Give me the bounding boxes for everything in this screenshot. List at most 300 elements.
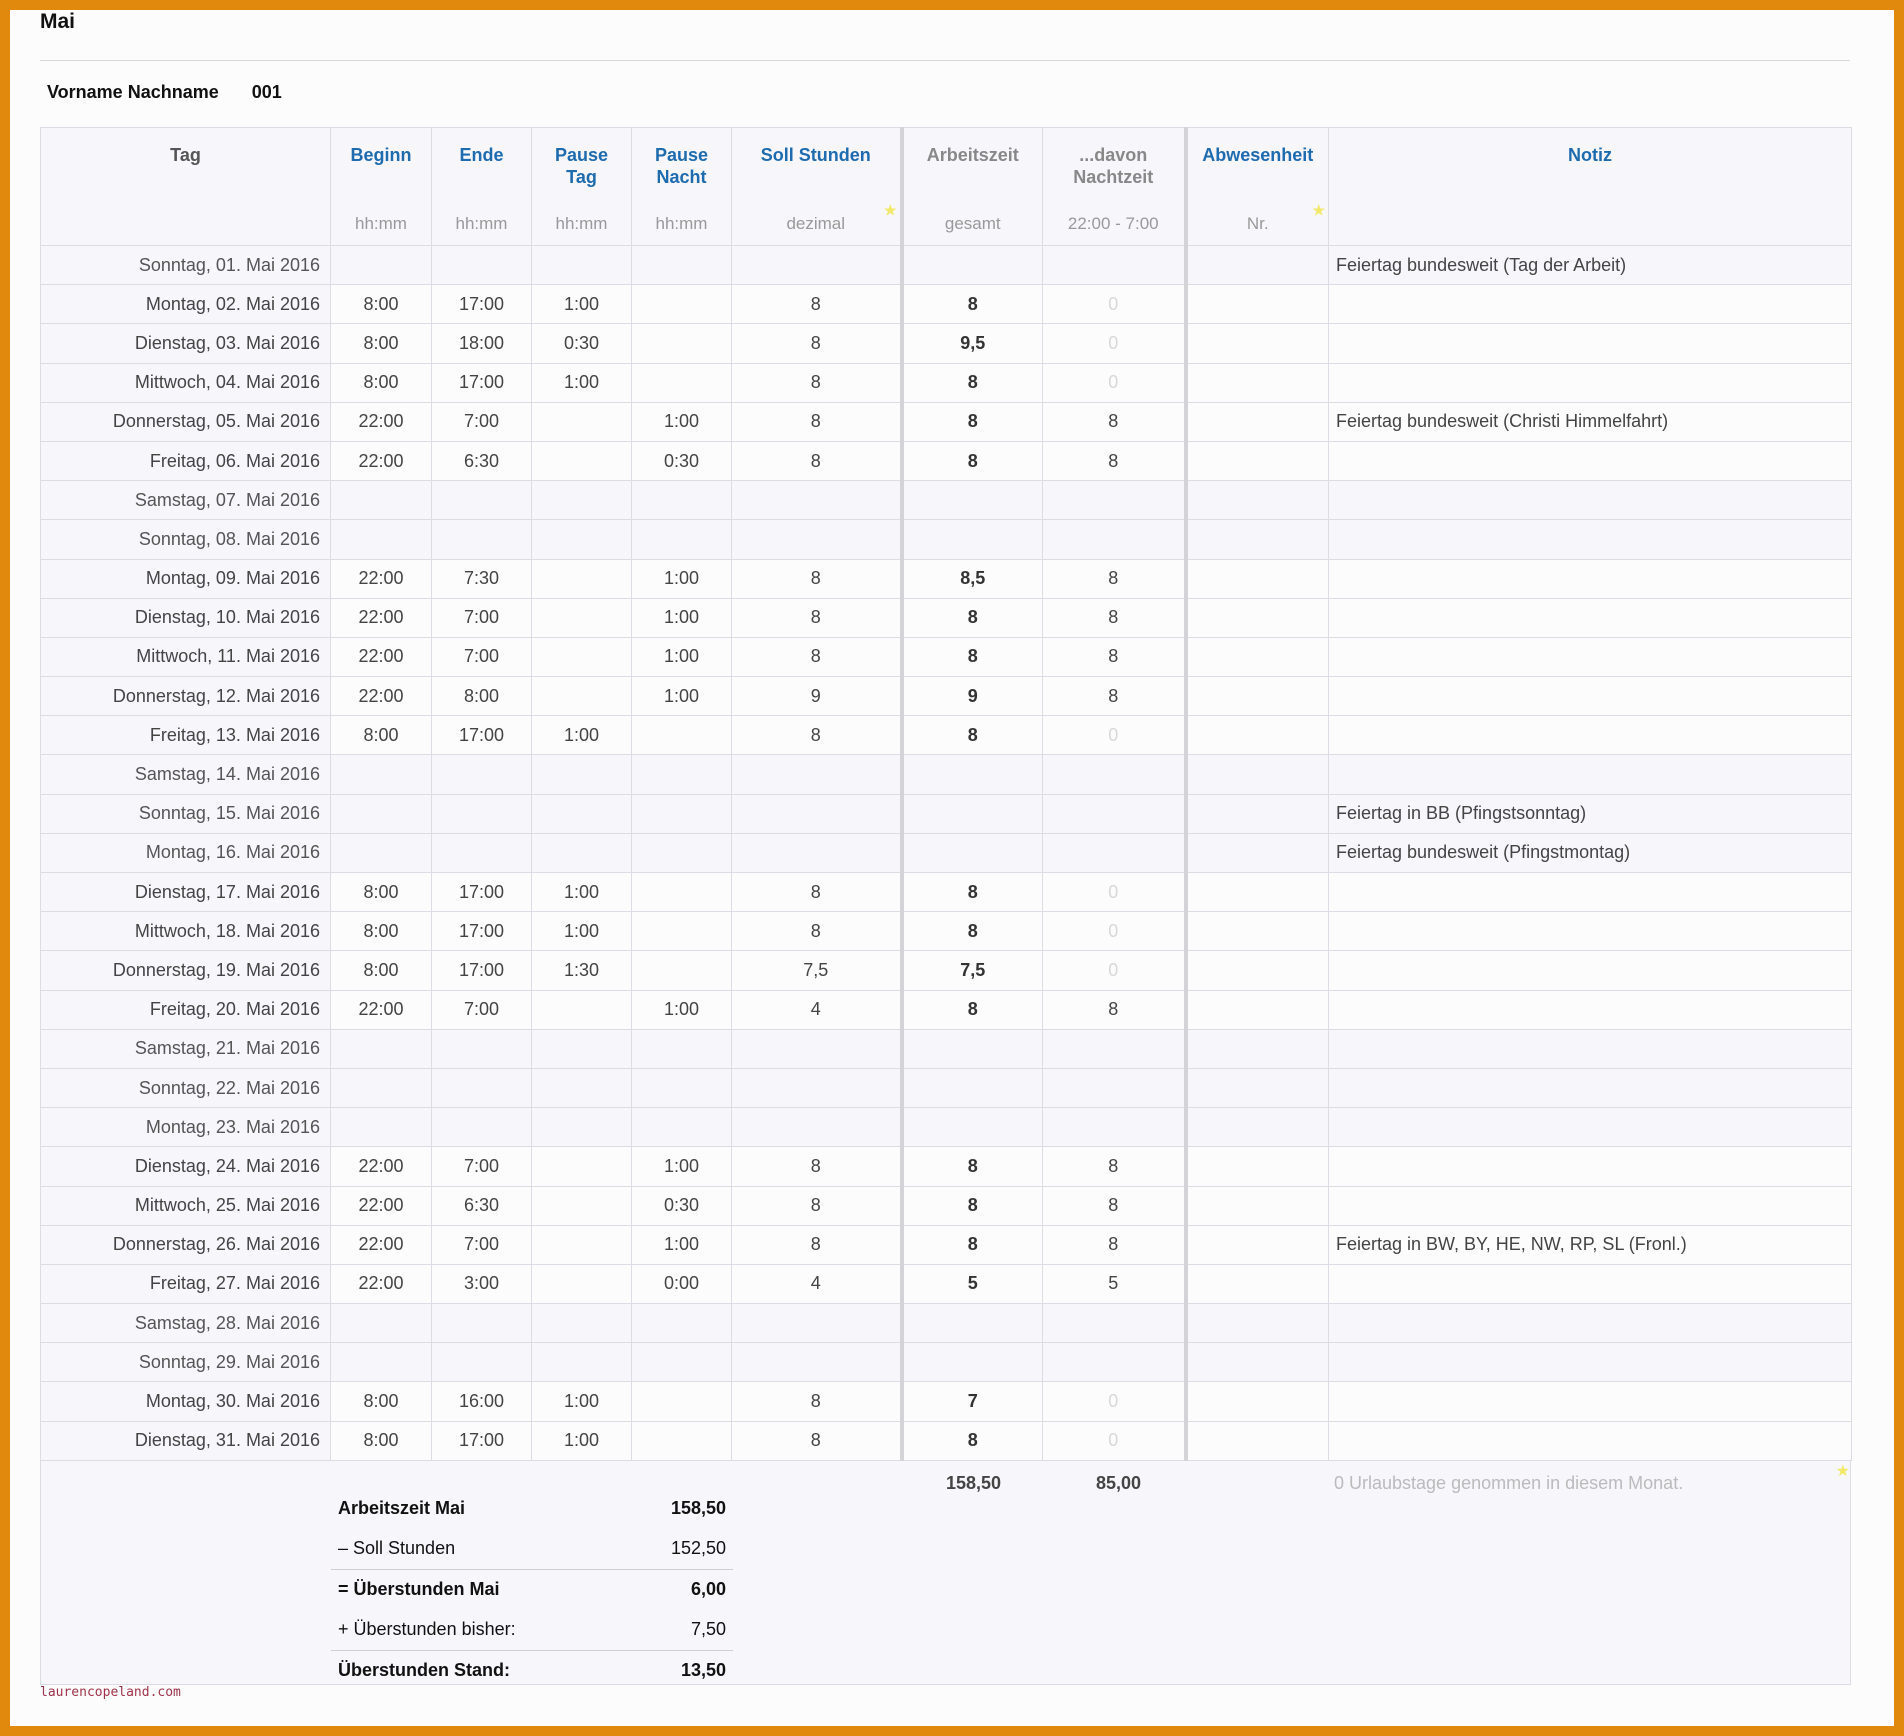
soll-cell[interactable] (732, 1029, 902, 1068)
pause-day-cell[interactable] (532, 441, 632, 480)
begin-cell[interactable] (331, 481, 432, 520)
arbeitszeit-cell[interactable]: 8 (902, 1225, 1043, 1264)
soll-cell[interactable]: 8 (732, 873, 902, 912)
soll-cell[interactable] (732, 833, 902, 872)
arbeitszeit-cell[interactable]: 8 (902, 873, 1043, 912)
note-cell[interactable] (1329, 559, 1852, 598)
begin-cell[interactable]: 22:00 (331, 559, 432, 598)
day-cell[interactable]: Montag, 09. Mai 2016 (41, 559, 331, 598)
pause-night-cell[interactable]: 0:30 (632, 1186, 732, 1225)
pause-day-cell[interactable] (532, 246, 632, 285)
abwesenheit-cell[interactable] (1186, 1068, 1329, 1107)
abwesenheit-cell[interactable] (1186, 246, 1329, 285)
soll-cell[interactable]: 8 (732, 363, 902, 402)
note-cell[interactable] (1329, 637, 1852, 676)
day-cell[interactable]: Montag, 30. Mai 2016 (41, 1382, 331, 1421)
note-cell[interactable] (1329, 1147, 1852, 1186)
pause-night-cell[interactable] (632, 1108, 732, 1147)
pause-day-cell[interactable] (532, 1304, 632, 1343)
pause-night-cell[interactable] (632, 912, 732, 951)
day-cell[interactable]: Sonntag, 29. Mai 2016 (41, 1343, 331, 1382)
pause-night-cell[interactable] (632, 1029, 732, 1068)
nachtzeit-cell[interactable]: 8 (1043, 990, 1186, 1029)
begin-cell[interactable] (331, 755, 432, 794)
end-cell[interactable] (432, 755, 532, 794)
begin-cell[interactable] (331, 1068, 432, 1107)
day-cell[interactable]: Freitag, 06. Mai 2016 (41, 441, 331, 480)
end-cell[interactable]: 6:30 (432, 1186, 532, 1225)
nachtzeit-cell[interactable] (1043, 755, 1186, 794)
note-cell[interactable] (1329, 873, 1852, 912)
end-cell[interactable]: 6:30 (432, 441, 532, 480)
note-cell[interactable]: Feiertag bundesweit (Tag der Arbeit) (1329, 246, 1852, 285)
begin-cell[interactable]: 22:00 (331, 598, 432, 637)
pause-day-cell[interactable] (532, 990, 632, 1029)
soll-cell[interactable] (732, 481, 902, 520)
abwesenheit-cell[interactable] (1186, 912, 1329, 951)
pause-day-cell[interactable] (532, 1108, 632, 1147)
day-cell[interactable]: Sonntag, 08. Mai 2016 (41, 520, 331, 559)
pause-night-cell[interactable] (632, 520, 732, 559)
soll-cell[interactable]: 8 (732, 1186, 902, 1225)
arbeitszeit-cell[interactable]: 8 (902, 716, 1043, 755)
pause-night-cell[interactable] (632, 481, 732, 520)
pause-day-cell[interactable]: 1:00 (532, 912, 632, 951)
abwesenheit-cell[interactable] (1186, 794, 1329, 833)
pause-day-cell[interactable] (532, 677, 632, 716)
nachtzeit-cell[interactable]: 5 (1043, 1264, 1186, 1303)
soll-cell[interactable] (732, 1068, 902, 1107)
end-cell[interactable] (432, 833, 532, 872)
arbeitszeit-cell[interactable] (902, 833, 1043, 872)
nachtzeit-cell[interactable] (1043, 794, 1186, 833)
end-cell[interactable]: 7:00 (432, 402, 532, 441)
pause-night-cell[interactable]: 0:00 (632, 1264, 732, 1303)
nachtzeit-cell[interactable]: 0 (1043, 716, 1186, 755)
abwesenheit-cell[interactable] (1186, 951, 1329, 990)
arbeitszeit-cell[interactable] (902, 1068, 1043, 1107)
nachtzeit-cell[interactable]: 8 (1043, 559, 1186, 598)
arbeitszeit-cell[interactable]: 8 (902, 1147, 1043, 1186)
day-cell[interactable]: Mittwoch, 04. Mai 2016 (41, 363, 331, 402)
abwesenheit-cell[interactable] (1186, 1264, 1329, 1303)
arbeitszeit-cell[interactable]: 8 (902, 1186, 1043, 1225)
soll-cell[interactable]: 8 (732, 1382, 902, 1421)
day-cell[interactable]: Sonntag, 01. Mai 2016 (41, 246, 331, 285)
nachtzeit-cell[interactable]: 8 (1043, 677, 1186, 716)
note-cell[interactable] (1329, 912, 1852, 951)
arbeitszeit-cell[interactable] (902, 1029, 1043, 1068)
soll-cell[interactable]: 8 (732, 637, 902, 676)
begin-cell[interactable] (331, 833, 432, 872)
end-cell[interactable] (432, 794, 532, 833)
nachtzeit-cell[interactable]: 0 (1043, 1382, 1186, 1421)
pause-day-cell[interactable] (532, 1029, 632, 1068)
nachtzeit-cell[interactable]: 8 (1043, 1186, 1186, 1225)
soll-cell[interactable]: 8 (732, 1147, 902, 1186)
abwesenheit-cell[interactable] (1186, 1421, 1329, 1460)
day-cell[interactable]: Dienstag, 10. Mai 2016 (41, 598, 331, 637)
soll-cell[interactable] (732, 755, 902, 794)
end-cell[interactable]: 17:00 (432, 912, 532, 951)
note-cell[interactable] (1329, 1382, 1852, 1421)
arbeitszeit-cell[interactable]: 8 (902, 598, 1043, 637)
soll-cell[interactable]: 8 (732, 285, 902, 324)
note-cell[interactable]: Feiertag in BW, BY, HE, NW, RP, SL (Fronl.) (1329, 1225, 1852, 1264)
nachtzeit-cell[interactable] (1043, 1108, 1186, 1147)
begin-cell[interactable]: 8:00 (331, 1382, 432, 1421)
note-cell[interactable] (1329, 285, 1852, 324)
arbeitszeit-cell[interactable]: 8 (902, 637, 1043, 676)
begin-cell[interactable]: 8:00 (331, 324, 432, 363)
arbeitszeit-cell[interactable]: 5 (902, 1264, 1043, 1303)
end-cell[interactable] (432, 1068, 532, 1107)
abwesenheit-cell[interactable] (1186, 520, 1329, 559)
pause-night-cell[interactable] (632, 1382, 732, 1421)
soll-cell[interactable] (732, 1304, 902, 1343)
pause-day-cell[interactable]: 1:00 (532, 873, 632, 912)
nachtzeit-cell[interactable]: 8 (1043, 441, 1186, 480)
nachtzeit-cell[interactable] (1043, 1304, 1186, 1343)
soll-cell[interactable] (732, 520, 902, 559)
end-cell[interactable]: 7:00 (432, 598, 532, 637)
end-cell[interactable] (432, 481, 532, 520)
note-cell[interactable]: Feiertag in BB (Pfingstsonntag) (1329, 794, 1852, 833)
abwesenheit-cell[interactable] (1186, 637, 1329, 676)
nachtzeit-cell[interactable]: 0 (1043, 324, 1186, 363)
end-cell[interactable]: 7:00 (432, 637, 532, 676)
arbeitszeit-cell[interactable]: 8 (902, 990, 1043, 1029)
soll-cell[interactable]: 8 (732, 324, 902, 363)
pause-day-cell[interactable] (532, 1186, 632, 1225)
arbeitszeit-cell[interactable]: 9,5 (902, 324, 1043, 363)
soll-cell[interactable] (732, 1108, 902, 1147)
pause-night-cell[interactable]: 1:00 (632, 559, 732, 598)
day-cell[interactable]: Sonntag, 22. Mai 2016 (41, 1068, 331, 1107)
day-cell[interactable]: Montag, 23. Mai 2016 (41, 1108, 331, 1147)
day-cell[interactable]: Samstag, 14. Mai 2016 (41, 755, 331, 794)
begin-cell[interactable] (331, 1108, 432, 1147)
begin-cell[interactable]: 22:00 (331, 1147, 432, 1186)
pause-day-cell[interactable] (532, 1147, 632, 1186)
pause-night-cell[interactable] (632, 873, 732, 912)
arbeitszeit-cell[interactable]: 7 (902, 1382, 1043, 1421)
abwesenheit-cell[interactable] (1186, 1382, 1329, 1421)
abwesenheit-cell[interactable] (1186, 1304, 1329, 1343)
soll-cell[interactable] (732, 246, 902, 285)
abwesenheit-cell[interactable] (1186, 1108, 1329, 1147)
pause-night-cell[interactable]: 1:00 (632, 637, 732, 676)
note-cell[interactable] (1329, 1068, 1852, 1107)
end-cell[interactable]: 8:00 (432, 677, 532, 716)
nachtzeit-cell[interactable] (1043, 833, 1186, 872)
pause-day-cell[interactable]: 1:00 (532, 1382, 632, 1421)
pause-day-cell[interactable] (532, 637, 632, 676)
abwesenheit-cell[interactable] (1186, 873, 1329, 912)
begin-cell[interactable]: 8:00 (331, 1421, 432, 1460)
pause-night-cell[interactable]: 1:00 (632, 1225, 732, 1264)
pause-night-cell[interactable] (632, 285, 732, 324)
abwesenheit-cell[interactable] (1186, 598, 1329, 637)
abwesenheit-cell[interactable] (1186, 833, 1329, 872)
arbeitszeit-cell[interactable]: 8 (902, 441, 1043, 480)
end-cell[interactable] (432, 246, 532, 285)
begin-cell[interactable]: 8:00 (331, 285, 432, 324)
begin-cell[interactable]: 22:00 (331, 637, 432, 676)
nachtzeit-cell[interactable]: 8 (1043, 637, 1186, 676)
pause-night-cell[interactable] (632, 1343, 732, 1382)
begin-cell[interactable]: 8:00 (331, 716, 432, 755)
pause-day-cell[interactable] (532, 402, 632, 441)
end-cell[interactable]: 17:00 (432, 1421, 532, 1460)
pause-day-cell[interactable] (532, 1068, 632, 1107)
nachtzeit-cell[interactable]: 0 (1043, 912, 1186, 951)
soll-cell[interactable]: 8 (732, 402, 902, 441)
soll-cell[interactable]: 8 (732, 441, 902, 480)
pause-day-cell[interactable] (532, 1225, 632, 1264)
day-cell[interactable]: Samstag, 21. Mai 2016 (41, 1029, 331, 1068)
arbeitszeit-cell[interactable]: 8,5 (902, 559, 1043, 598)
begin-cell[interactable]: 22:00 (331, 441, 432, 480)
arbeitszeit-cell[interactable] (902, 246, 1043, 285)
day-cell[interactable]: Freitag, 13. Mai 2016 (41, 716, 331, 755)
note-cell[interactable] (1329, 324, 1852, 363)
abwesenheit-cell[interactable] (1186, 1343, 1329, 1382)
end-cell[interactable]: 7:00 (432, 990, 532, 1029)
begin-cell[interactable]: 22:00 (331, 1186, 432, 1225)
abwesenheit-cell[interactable] (1186, 1147, 1329, 1186)
soll-cell[interactable]: 8 (732, 559, 902, 598)
soll-cell[interactable]: 8 (732, 1421, 902, 1460)
nachtzeit-cell[interactable] (1043, 1068, 1186, 1107)
nachtzeit-cell[interactable] (1043, 481, 1186, 520)
note-cell[interactable] (1329, 755, 1852, 794)
soll-cell[interactable]: 4 (732, 990, 902, 1029)
pause-night-cell[interactable]: 1:00 (632, 402, 732, 441)
pause-night-cell[interactable] (632, 1421, 732, 1460)
arbeitszeit-cell[interactable] (902, 481, 1043, 520)
pause-night-cell[interactable] (632, 1068, 732, 1107)
pause-day-cell[interactable] (532, 794, 632, 833)
note-cell[interactable] (1329, 1304, 1852, 1343)
end-cell[interactable] (432, 1029, 532, 1068)
nachtzeit-cell[interactable] (1043, 1343, 1186, 1382)
soll-cell[interactable] (732, 1343, 902, 1382)
arbeitszeit-cell[interactable]: 8 (902, 285, 1043, 324)
pause-day-cell[interactable] (532, 755, 632, 794)
pause-night-cell[interactable]: 1:00 (632, 1147, 732, 1186)
abwesenheit-cell[interactable] (1186, 1225, 1329, 1264)
arbeitszeit-cell[interactable]: 8 (902, 363, 1043, 402)
abwesenheit-cell[interactable] (1186, 1186, 1329, 1225)
begin-cell[interactable] (331, 1343, 432, 1382)
pause-day-cell[interactable] (532, 1343, 632, 1382)
begin-cell[interactable] (331, 520, 432, 559)
pause-day-cell[interactable]: 1:00 (532, 1421, 632, 1460)
nachtzeit-cell[interactable]: 8 (1043, 1147, 1186, 1186)
pause-day-cell[interactable] (532, 520, 632, 559)
note-cell[interactable] (1329, 1343, 1852, 1382)
begin-cell[interactable] (331, 794, 432, 833)
end-cell[interactable]: 7:30 (432, 559, 532, 598)
soll-cell[interactable]: 8 (732, 598, 902, 637)
end-cell[interactable] (432, 1108, 532, 1147)
pause-night-cell[interactable] (632, 755, 732, 794)
day-cell[interactable]: Donnerstag, 26. Mai 2016 (41, 1225, 331, 1264)
end-cell[interactable]: 7:00 (432, 1147, 532, 1186)
begin-cell[interactable]: 22:00 (331, 1264, 432, 1303)
arbeitszeit-cell[interactable]: 7,5 (902, 951, 1043, 990)
abwesenheit-cell[interactable] (1186, 481, 1329, 520)
day-cell[interactable]: Donnerstag, 05. Mai 2016 (41, 402, 331, 441)
nachtzeit-cell[interactable] (1043, 1029, 1186, 1068)
end-cell[interactable]: 18:00 (432, 324, 532, 363)
arbeitszeit-cell[interactable]: 8 (902, 1421, 1043, 1460)
end-cell[interactable]: 7:00 (432, 1225, 532, 1264)
soll-cell[interactable]: 4 (732, 1264, 902, 1303)
soll-cell[interactable]: 8 (732, 716, 902, 755)
begin-cell[interactable]: 22:00 (331, 1225, 432, 1264)
day-cell[interactable]: Sonntag, 15. Mai 2016 (41, 794, 331, 833)
begin-cell[interactable]: 22:00 (331, 677, 432, 716)
arbeitszeit-cell[interactable] (902, 1304, 1043, 1343)
soll-cell[interactable]: 8 (732, 1225, 902, 1264)
begin-cell[interactable]: 8:00 (331, 951, 432, 990)
note-cell[interactable] (1329, 1421, 1852, 1460)
abwesenheit-cell[interactable] (1186, 402, 1329, 441)
soll-cell[interactable] (732, 794, 902, 833)
pause-night-cell[interactable] (632, 324, 732, 363)
begin-cell[interactable] (331, 1029, 432, 1068)
day-cell[interactable]: Freitag, 27. Mai 2016 (41, 1264, 331, 1303)
begin-cell[interactable] (331, 1304, 432, 1343)
arbeitszeit-cell[interactable] (902, 1108, 1043, 1147)
day-cell[interactable]: Samstag, 28. Mai 2016 (41, 1304, 331, 1343)
nachtzeit-cell[interactable]: 0 (1043, 285, 1186, 324)
day-cell[interactable]: Dienstag, 03. Mai 2016 (41, 324, 331, 363)
day-cell[interactable]: Donnerstag, 12. Mai 2016 (41, 677, 331, 716)
nachtzeit-cell[interactable] (1043, 246, 1186, 285)
note-cell[interactable] (1329, 520, 1852, 559)
begin-cell[interactable]: 22:00 (331, 990, 432, 1029)
end-cell[interactable] (432, 1343, 532, 1382)
nachtzeit-cell[interactable]: 0 (1043, 363, 1186, 402)
day-cell[interactable]: Donnerstag, 19. Mai 2016 (41, 951, 331, 990)
nachtzeit-cell[interactable]: 8 (1043, 402, 1186, 441)
abwesenheit-cell[interactable] (1186, 559, 1329, 598)
day-cell[interactable]: Dienstag, 24. Mai 2016 (41, 1147, 331, 1186)
nachtzeit-cell[interactable]: 0 (1043, 1421, 1186, 1460)
end-cell[interactable]: 16:00 (432, 1382, 532, 1421)
note-cell[interactable] (1329, 481, 1852, 520)
end-cell[interactable]: 17:00 (432, 716, 532, 755)
pause-day-cell[interactable]: 1:00 (532, 363, 632, 402)
arbeitszeit-cell[interactable] (902, 794, 1043, 833)
note-cell[interactable] (1329, 1029, 1852, 1068)
arbeitszeit-cell[interactable] (902, 520, 1043, 559)
end-cell[interactable] (432, 1304, 532, 1343)
pause-night-cell[interactable]: 1:00 (632, 990, 732, 1029)
day-cell[interactable]: Montag, 16. Mai 2016 (41, 833, 331, 872)
note-cell[interactable] (1329, 441, 1852, 480)
pause-night-cell[interactable]: 1:00 (632, 677, 732, 716)
end-cell[interactable]: 3:00 (432, 1264, 532, 1303)
nachtzeit-cell[interactable]: 0 (1043, 951, 1186, 990)
end-cell[interactable]: 17:00 (432, 951, 532, 990)
note-cell[interactable]: Feiertag bundesweit (Pfingstmontag) (1329, 833, 1852, 872)
day-cell[interactable]: Dienstag, 17. Mai 2016 (41, 873, 331, 912)
soll-cell[interactable]: 7,5 (732, 951, 902, 990)
abwesenheit-cell[interactable] (1186, 285, 1329, 324)
note-cell[interactable] (1329, 677, 1852, 716)
note-cell[interactable] (1329, 716, 1852, 755)
day-cell[interactable]: Mittwoch, 11. Mai 2016 (41, 637, 331, 676)
note-cell[interactable] (1329, 363, 1852, 402)
arbeitszeit-cell[interactable]: 8 (902, 912, 1043, 951)
end-cell[interactable]: 17:00 (432, 285, 532, 324)
pause-night-cell[interactable] (632, 951, 732, 990)
pause-night-cell[interactable] (632, 833, 732, 872)
end-cell[interactable]: 17:00 (432, 363, 532, 402)
end-cell[interactable]: 17:00 (432, 873, 532, 912)
begin-cell[interactable]: 8:00 (331, 912, 432, 951)
pause-night-cell[interactable] (632, 1304, 732, 1343)
pause-night-cell[interactable] (632, 716, 732, 755)
pause-day-cell[interactable] (532, 481, 632, 520)
abwesenheit-cell[interactable] (1186, 677, 1329, 716)
pause-day-cell[interactable]: 0:30 (532, 324, 632, 363)
abwesenheit-cell[interactable] (1186, 990, 1329, 1029)
arbeitszeit-cell[interactable] (902, 1343, 1043, 1382)
day-cell[interactable]: Mittwoch, 25. Mai 2016 (41, 1186, 331, 1225)
arbeitszeit-cell[interactable]: 8 (902, 402, 1043, 441)
pause-night-cell[interactable] (632, 363, 732, 402)
nachtzeit-cell[interactable]: 8 (1043, 1225, 1186, 1264)
day-cell[interactable]: Samstag, 07. Mai 2016 (41, 481, 331, 520)
note-cell[interactable] (1329, 1108, 1852, 1147)
abwesenheit-cell[interactable] (1186, 755, 1329, 794)
abwesenheit-cell[interactable] (1186, 441, 1329, 480)
pause-day-cell[interactable] (532, 833, 632, 872)
nachtzeit-cell[interactable]: 0 (1043, 873, 1186, 912)
pause-night-cell[interactable] (632, 246, 732, 285)
nachtzeit-cell[interactable]: 8 (1043, 598, 1186, 637)
abwesenheit-cell[interactable] (1186, 363, 1329, 402)
begin-cell[interactable]: 8:00 (331, 873, 432, 912)
pause-day-cell[interactable] (532, 1264, 632, 1303)
pause-night-cell[interactable] (632, 794, 732, 833)
abwesenheit-cell[interactable] (1186, 1029, 1329, 1068)
pause-day-cell[interactable]: 1:30 (532, 951, 632, 990)
pause-day-cell[interactable]: 1:00 (532, 285, 632, 324)
note-cell[interactable] (1329, 1186, 1852, 1225)
begin-cell[interactable]: 8:00 (331, 363, 432, 402)
day-cell[interactable]: Mittwoch, 18. Mai 2016 (41, 912, 331, 951)
note-cell[interactable] (1329, 951, 1852, 990)
soll-cell[interactable]: 8 (732, 912, 902, 951)
pause-day-cell[interactable]: 1:00 (532, 716, 632, 755)
day-cell[interactable]: Freitag, 20. Mai 2016 (41, 990, 331, 1029)
pause-day-cell[interactable] (532, 559, 632, 598)
nachtzeit-cell[interactable] (1043, 520, 1186, 559)
arbeitszeit-cell[interactable]: 9 (902, 677, 1043, 716)
note-cell[interactable] (1329, 990, 1852, 1029)
abwesenheit-cell[interactable] (1186, 324, 1329, 363)
note-cell[interactable]: Feiertag bundesweit (Christi Himmelfahrt) (1329, 402, 1852, 441)
day-cell[interactable]: Dienstag, 31. Mai 2016 (41, 1421, 331, 1460)
arbeitszeit-cell[interactable] (902, 755, 1043, 794)
note-cell[interactable] (1329, 1264, 1852, 1303)
